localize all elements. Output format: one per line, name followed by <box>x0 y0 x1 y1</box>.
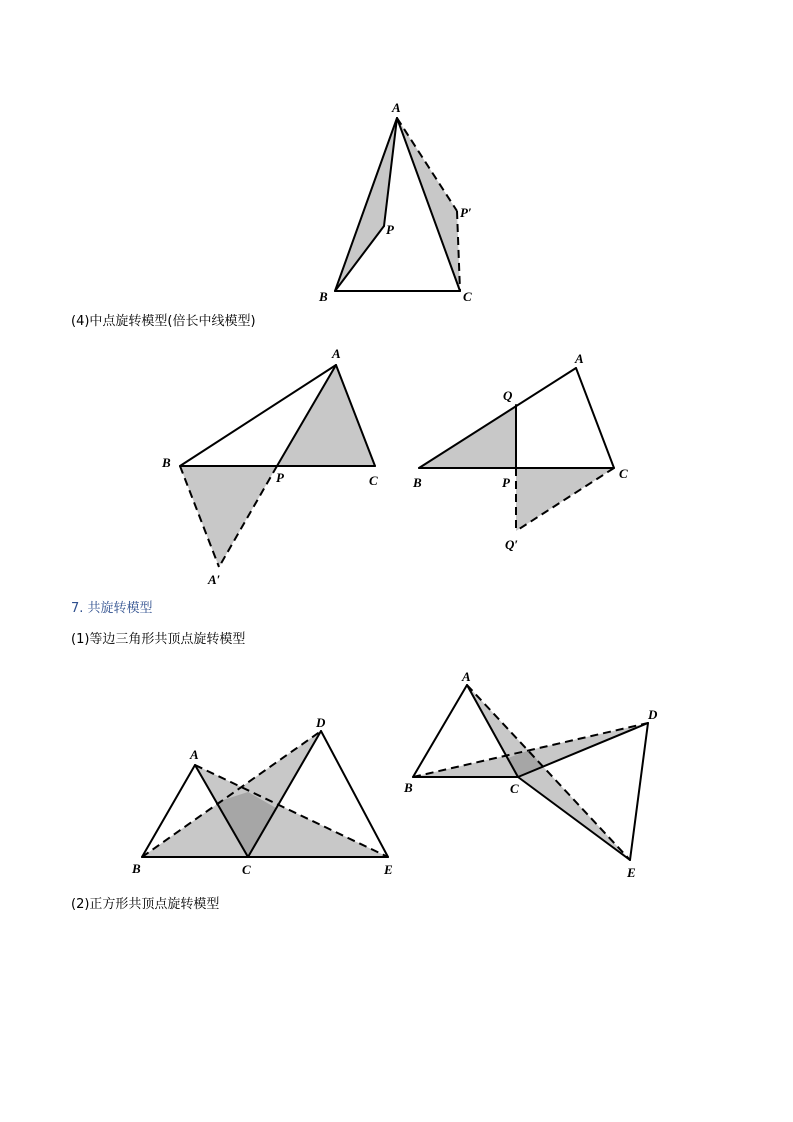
label-d: D <box>648 707 658 722</box>
label-b: B <box>404 780 413 795</box>
label-a-prime: A′ <box>208 572 221 587</box>
segment-ab <box>335 118 397 291</box>
figure-equilateral-collinear <box>131 715 393 877</box>
caption-midpoint-model: (4)中点旋转模型(倍长中线模型) <box>71 314 256 329</box>
segment-ac <box>576 368 614 468</box>
label-b: B <box>162 455 171 470</box>
label-q: Q <box>503 388 513 403</box>
label-a: A <box>332 346 341 361</box>
caption-square-model: (2)正方形共顶点旋转模型 <box>71 897 220 912</box>
label-c: C <box>463 289 472 304</box>
caption-equilateral-model: (1)等边三角形共顶点旋转模型 <box>71 632 246 647</box>
label-p: P <box>386 222 394 237</box>
label-q-prime: Q′ <box>505 537 519 552</box>
figure-midpoint-a-prime <box>161 346 378 587</box>
label-p: P <box>502 475 510 490</box>
section-heading-co-rotation: 7. 共旋转模型 <box>71 601 153 616</box>
label-a: A <box>392 100 401 115</box>
label-a: A <box>190 747 199 762</box>
label-a: A <box>575 351 584 366</box>
label-a: A <box>462 669 471 684</box>
label-p: P <box>276 470 284 485</box>
figure-equilateral-rotated <box>403 669 658 880</box>
figure-rotation-p <box>318 100 472 304</box>
label-b: B <box>319 289 328 304</box>
label-c: C <box>242 862 251 877</box>
label-d: D <box>316 715 326 730</box>
label-e: E <box>627 865 636 880</box>
label-c: C <box>510 781 519 796</box>
segment-ab <box>413 685 467 777</box>
label-b: B <box>132 861 141 876</box>
segment-de <box>630 723 648 860</box>
label-p-prime: P′ <box>460 205 472 220</box>
segment-ce <box>518 777 630 860</box>
label-b: B <box>413 475 422 490</box>
label-e: E <box>384 862 393 877</box>
label-c: C <box>619 466 628 481</box>
figure-midpoint-q-prime <box>412 351 628 552</box>
label-c: C <box>369 473 378 488</box>
